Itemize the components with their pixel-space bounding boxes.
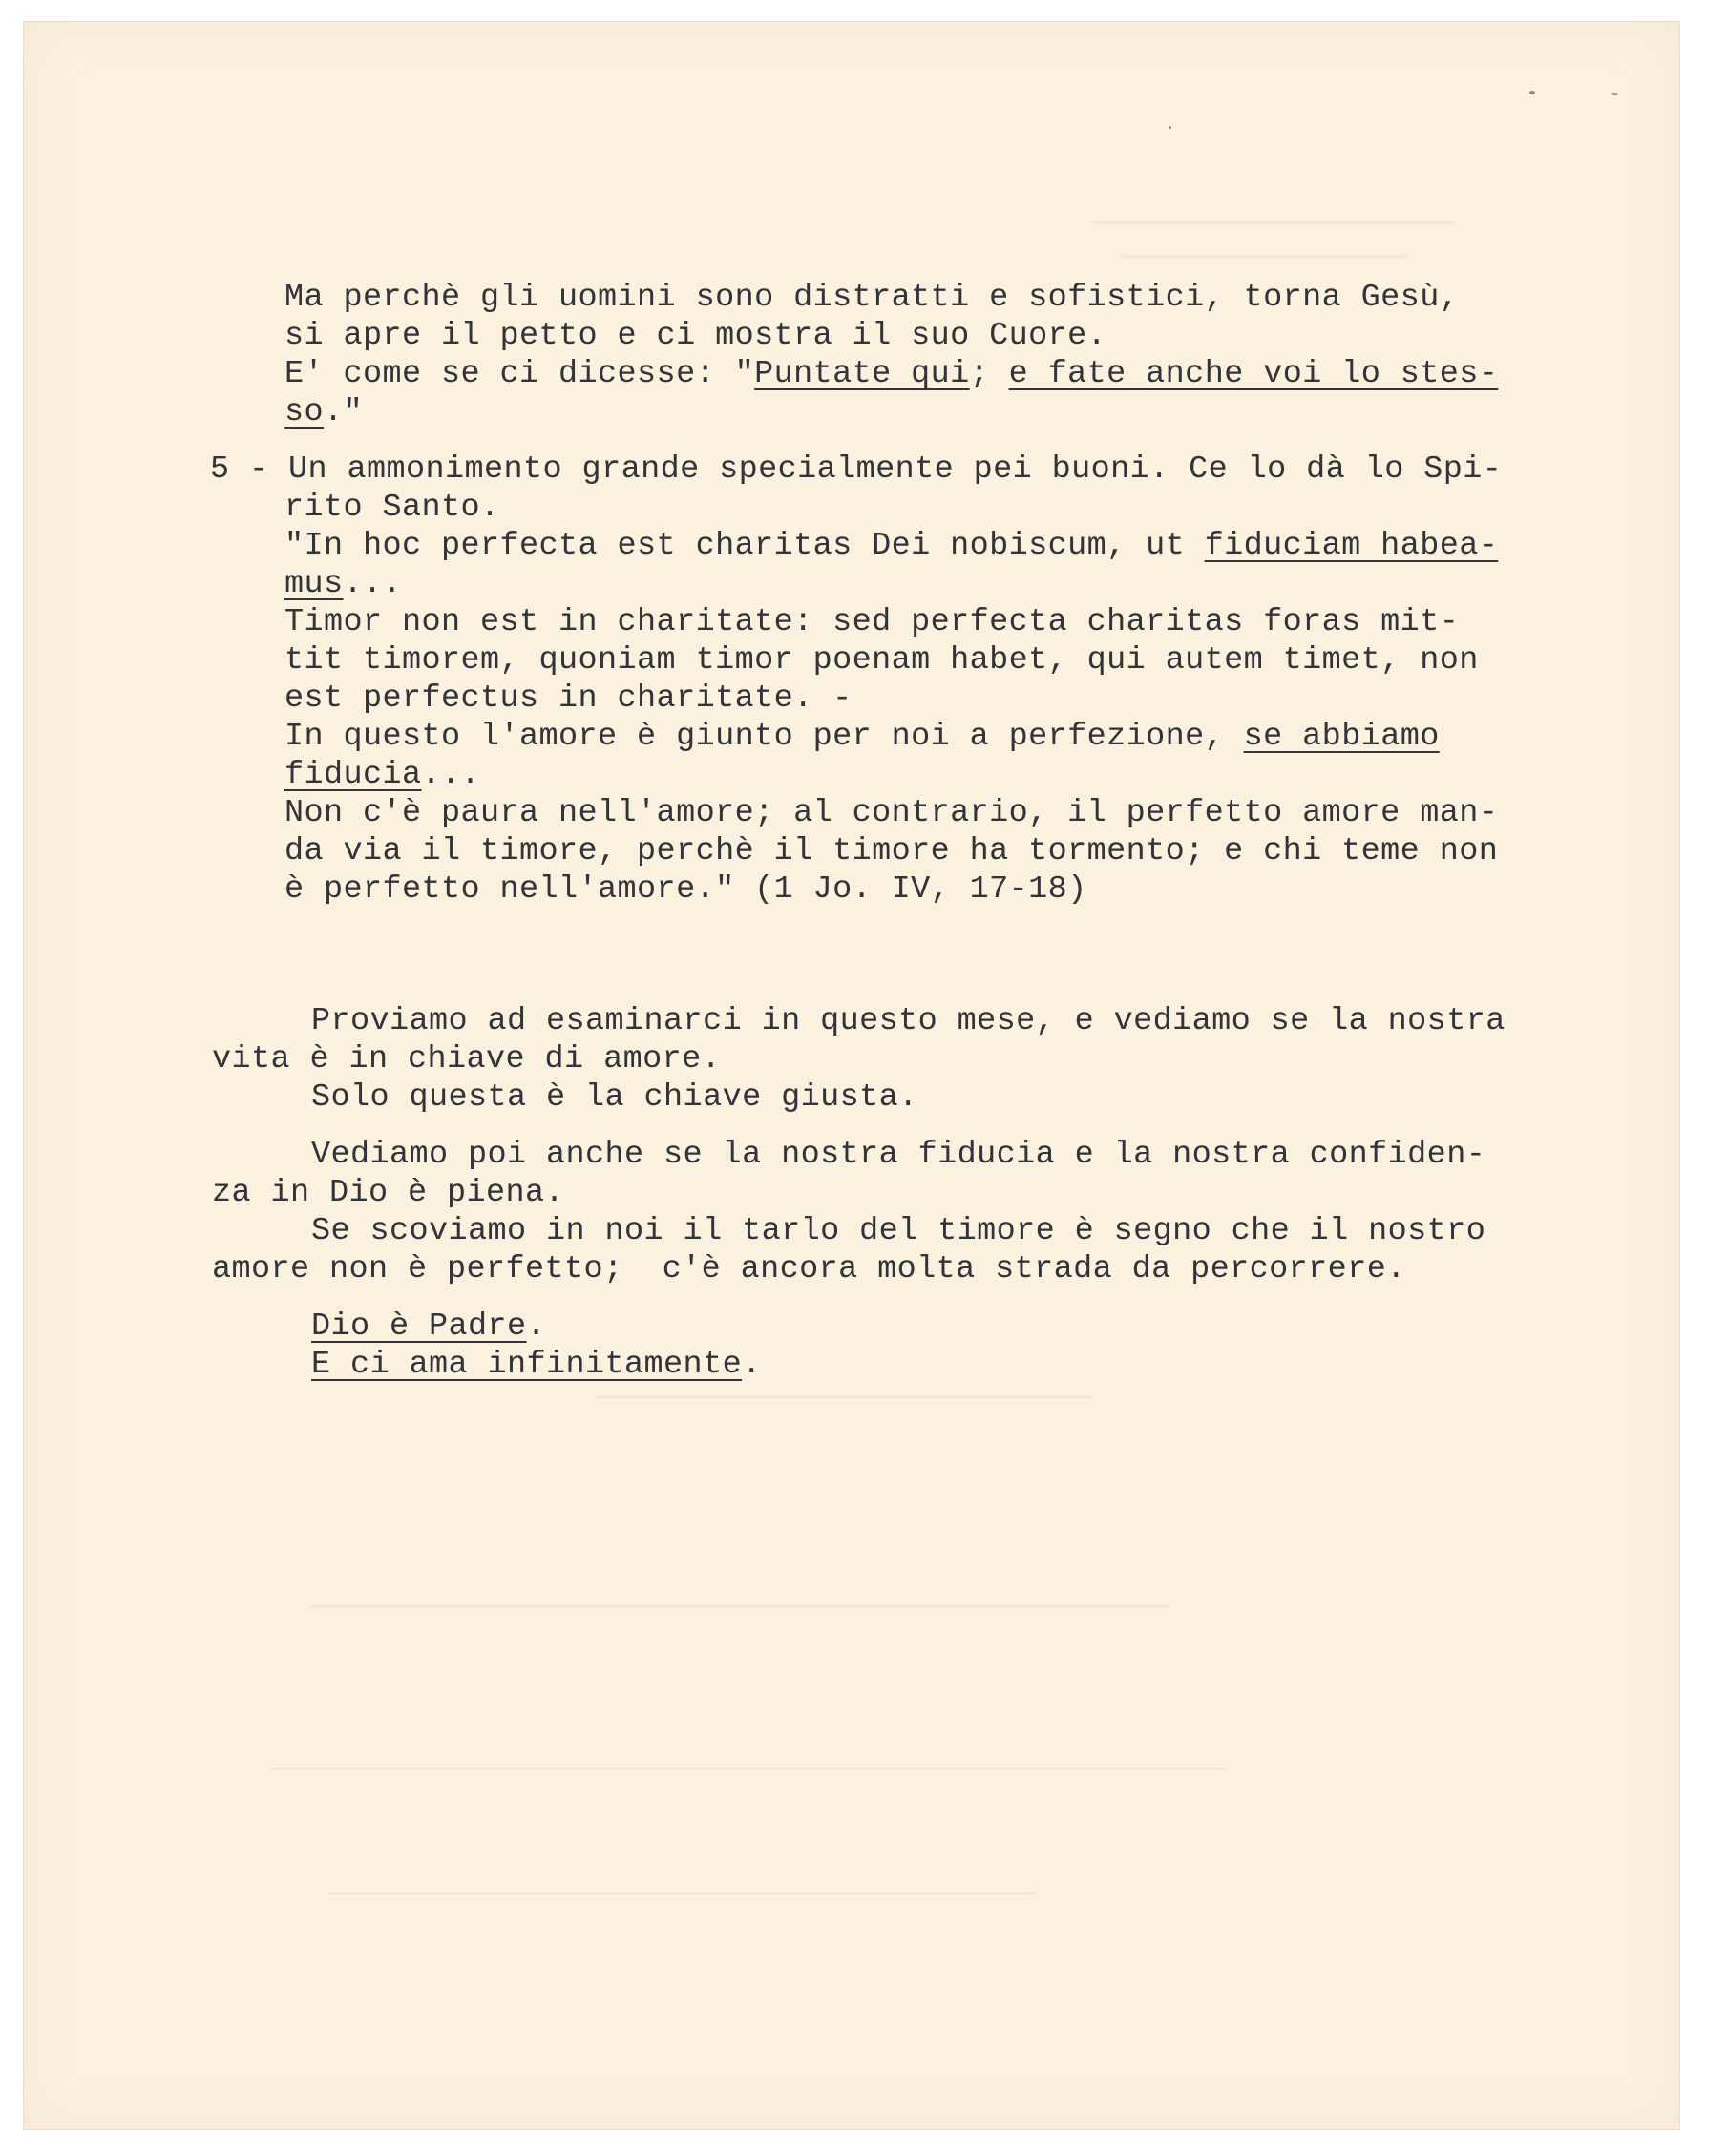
text-line: In questo l'amore è giunto per noi a perfezione, se abbiamo (284, 719, 1440, 755)
underlined-text: mus (284, 566, 344, 602)
text-line: vita è in chiave di amore. (212, 1041, 722, 1078)
underlined-text: Dio è Padre (311, 1308, 527, 1345)
text-line: Solo questa è la chiave giusta. (311, 1079, 918, 1116)
underlined-text: fiduciam habea- (1204, 528, 1499, 564)
text-line: E ci ama infinitamente. (311, 1347, 762, 1383)
bleed-through (596, 1395, 1092, 1398)
bleed-through (309, 1605, 1169, 1608)
text-line: si apre il petto e ci mostra il suo Cuore. (284, 318, 1107, 354)
text-line: mus... (284, 566, 403, 602)
underlined-text: Puntate qui (754, 356, 970, 392)
text-line: è perfetto nell'amore." (1 Jo. IV, 17-18) (284, 871, 1087, 908)
bleed-through (1121, 255, 1407, 258)
bleed-through (1092, 221, 1455, 224)
text-line: za in Dio è piena. (212, 1175, 565, 1211)
text-line: Se scoviamo in noi il tarlo del timore è segno che il nostro (311, 1213, 1486, 1249)
text-line: fiducia... (284, 757, 481, 793)
paper-speck (1611, 93, 1618, 95)
text-line: E' come se ci dicesse: "Puntate qui; e fate anche voi lo stes- (284, 356, 1499, 392)
text-line: so." (284, 394, 364, 430)
text-line: da via il timore, perchè il timore ha tormento; e chi teme non (284, 833, 1499, 869)
underlined-text: e fate anche voi lo stes- (1008, 356, 1499, 392)
text-line: Timor non est in charitate: sed perfecta charitas foras mit- (284, 604, 1460, 640)
text-line: Ma perchè gli uomini sono distratti e sofistici, torna Gesù, (284, 280, 1460, 316)
text-line: Proviamo ad esaminarci in questo mese, e vediamo se la nostra (311, 1003, 1506, 1039)
text-line: Vediamo poi anche se la nostra fiducia e la nostra confiden- (311, 1137, 1486, 1173)
text-line: tit timorem, quoniam timor poenam habet, qui autem timet, non (284, 642, 1479, 679)
bleed-through (328, 1892, 1035, 1894)
bleed-through (271, 1768, 1226, 1770)
text-line: "In hoc perfecta est charitas Dei nobiscum, ut fiduciam habea- (284, 528, 1499, 564)
text-line: 5 - Un ammonimento grande specialmente pei buoni. Ce lo dà lo Spi- (210, 451, 1503, 488)
paper-speck (1529, 91, 1535, 94)
underlined-text: fiducia (284, 757, 422, 793)
text-line: Non c'è paura nell'amore; al contrario, il perfetto amore man- (284, 795, 1499, 831)
text-line: Dio è Padre. (311, 1308, 547, 1345)
text-line: rito Santo. (284, 490, 500, 526)
underlined-text: E ci ama infinitamente (311, 1347, 743, 1383)
underlined-text: so (284, 394, 325, 430)
text-line: est perfectus in charitate. - (284, 680, 853, 717)
paper-speck (1169, 126, 1171, 129)
underlined-text: se abbiamo (1243, 719, 1440, 755)
text-line: amore non è perfetto; c'è ancora molta strada da percorrere. (212, 1251, 1406, 1287)
